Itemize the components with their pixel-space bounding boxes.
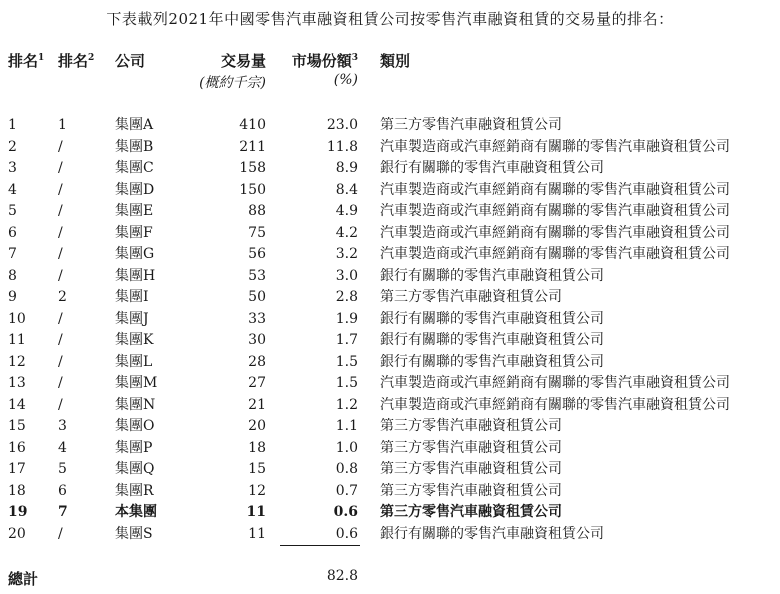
category-cell: 第三方零售汽車融資租賃公司 [380,418,562,434]
category-cell: 第三方零售汽車融資租賃公司 [380,439,562,456]
table-row [0,459,780,480]
rank2-cell: / [58,267,63,284]
share-cell: 0.8 [335,461,358,477]
volume-cell: 88 [248,203,266,219]
volume-cell: 20 [248,418,266,434]
table-row [0,330,780,351]
share-cell: 1.5 [335,353,358,370]
rank1-cell: 6 [8,224,17,241]
category-cell: 銀行有關聯的零售汽車融資租賃公司 [380,353,604,370]
company-cell: 集團Q [115,461,155,477]
rank2-cell: / [58,246,63,262]
table-row [0,524,780,545]
intro-text: 下表載列2021年中國零售汽車融資租賃公司按零售汽車融資租賃的交易量的排名： [106,10,674,28]
share-cell: 1.2 [335,396,358,413]
category-cell: 汽車製造商或汽車經銷商有關聯的零售汽車融資租賃公司 [380,138,730,155]
share-cell: 4.9 [335,203,358,219]
company-cell: 集團E [115,203,154,219]
rank2-cell: / [58,138,63,155]
category-cell: 汽車製造商或汽車經銷商有關聯的零售汽車融資租賃公司 [380,203,730,219]
category-cell: 第三方零售汽車融資租賃公司 [380,289,562,305]
company-cell: 集團R [115,482,154,499]
rank2-cell: / [58,353,63,370]
volume-cell: 50 [248,289,266,305]
table-row [0,201,780,222]
share-cell: 8.4 [335,181,358,198]
category-cell: 第三方零售汽車融資租賃公司 [380,461,562,477]
volume-cell: 15 [248,461,266,477]
volume-cell: 56 [248,246,266,262]
table-row [0,137,780,158]
table-row [0,352,780,373]
rank1-cell: 12 [8,353,26,370]
volume-cell: 211 [239,138,266,155]
rank1-cell: 15 [8,418,26,434]
rank1-cell: 19 [8,504,28,520]
rank1-cell: 18 [8,482,26,499]
volume-cell: 28 [248,353,266,370]
rank2-cell: / [58,525,63,542]
table-row [0,158,780,179]
share-cell: 3.2 [335,246,358,262]
share-cell: 4.2 [335,224,358,241]
category-cell: 銀行有關聯的零售汽車融資租賃公司 [380,332,604,348]
rank2-cell: 4 [58,439,67,456]
rank1-cell: 5 [8,203,17,219]
rank1-cell: 14 [8,396,26,413]
table-row [0,373,780,394]
share-cell: 23.0 [326,117,358,133]
volume-cell: 75 [248,224,266,241]
rank1-cell: 9 [8,289,17,305]
rank1-cell: 16 [8,439,26,456]
total-share: 82.8 [326,568,358,584]
company-cell: 集團F [115,224,153,241]
share-cell: 8.9 [335,160,358,176]
share-cell: 3.0 [335,267,358,284]
company-cell: 集團G [115,246,155,262]
rank1-cell: 11 [8,332,26,348]
volume-cell: 21 [248,396,266,413]
volume-cell: 11 [246,504,266,520]
table-row [0,416,780,437]
rank2-cell: 1 [58,117,67,133]
volume-cell: 53 [248,267,266,284]
category-cell: 第三方零售汽車融資租賃公司 [380,504,562,520]
rank1-cell: 20 [8,525,26,542]
rank2-cell: / [58,396,63,413]
rank2-cell: 6 [58,482,67,499]
volume-cell: 12 [248,482,266,499]
table-row [0,395,780,416]
category-cell: 汽車製造商或汽車經銷商有關聯的零售汽車融資租賃公司 [380,396,730,413]
company-cell: 集團S [115,525,153,542]
category-cell: 銀行有關聯的零售汽車融資租賃公司 [380,310,604,327]
company-cell: 集團D [115,181,155,198]
table-row [0,438,780,459]
volume-cell: 410 [239,117,266,133]
rank1-cell: 4 [8,181,17,198]
category-cell: 汽車製造商或汽車經銷商有關聯的零售汽車融資租賃公司 [380,246,730,262]
table-row [0,244,780,265]
category-cell: 銀行有關聯的零售汽車融資租賃公司 [380,525,604,542]
share-cell: 0.7 [335,482,358,499]
rank1-cell: 8 [8,267,17,284]
share-cell: 1.0 [335,439,358,456]
category-cell: 銀行有關聯的零售汽車融資租賃公司 [380,267,604,284]
category-cell: 第三方零售汽車融資租賃公司 [380,482,562,499]
category-cell: 汽車製造商或汽車經銷商有關聯的零售汽車融資租賃公司 [380,375,730,391]
rank2-cell: 2 [58,289,67,305]
company-cell: 集團C [115,160,154,176]
rank2-cell: / [58,310,63,327]
rank2-cell: / [58,332,63,348]
category-cell: 第三方零售汽車融資租賃公司 [380,117,562,133]
company-cell: 集團B [115,138,154,155]
header-rank1: 排名$^1$ [8,52,45,70]
share-cell: 0.6 [333,504,358,520]
rank2-cell: / [58,160,63,176]
rank2-cell: / [58,203,63,219]
total-rule [280,545,360,546]
rank2-cell: / [58,375,63,391]
company-cell: 集團P [115,439,153,456]
header-volume: 交易量 [220,52,266,70]
table-row [0,223,780,244]
volume-cell: 30 [248,332,266,348]
table-row [0,115,780,136]
table-row [0,287,780,308]
table-row [0,180,780,201]
category-cell: 汽車製造商或汽車經銷商有關聯的零售汽車融資租賃公司 [380,224,730,241]
rank1-cell: 13 [8,375,26,391]
category-cell: 銀行有關聯的零售汽車融資租賃公司 [380,160,604,176]
volume-cell: 11 [248,525,266,542]
table-row [0,266,780,287]
company-cell: 集團J [115,310,149,327]
rank2-cell: / [58,181,63,198]
company-cell: 集團M [115,375,158,391]
company-cell: 集團L [115,353,153,370]
company-cell: 集團I [115,289,149,305]
volume-cell: 158 [239,160,266,176]
table-row [0,481,780,502]
header-rank2: 排名$^2$ [58,52,95,70]
volume-cell: 33 [248,310,266,327]
company-cell: 本集團 [115,504,157,520]
rank2-cell: / [58,224,63,241]
company-cell: 集團K [115,332,154,348]
rank2-cell: 5 [58,461,67,477]
header-share: 市場份額$^3$ [291,52,358,70]
company-cell: 集團N [115,396,156,413]
share-cell: 2.8 [335,289,358,305]
company-cell: 集團O [115,418,155,434]
volume-cell: 150 [239,181,266,198]
header-volume-unit: (概約千宗) [199,75,266,91]
share-cell: 1.7 [335,332,358,348]
table-row [0,309,780,330]
category-cell: 汽車製造商或汽車經銷商有關聯的零售汽車融資租賃公司 [380,181,730,198]
table-row [0,502,780,523]
company-cell: 集團H [115,267,156,284]
volume-cell: 27 [248,375,266,391]
total-label: 總計 [8,570,39,588]
rank2-cell: 3 [58,418,67,434]
header-category: 類別 [380,52,411,70]
company-cell: 集團A [115,117,154,133]
rank1-cell: 1 [8,117,17,133]
share-cell: 11.8 [326,138,358,155]
header-company: 公司 [115,52,146,70]
volume-cell: 18 [248,439,266,456]
share-cell: 1.1 [335,418,358,434]
rank1-cell: 17 [8,461,26,477]
share-cell: 1.9 [335,310,358,327]
rank1-cell: 2 [8,138,17,155]
rank1-cell: 7 [8,246,17,262]
share-cell: 1.5 [335,375,358,391]
rank1-cell: 3 [8,160,17,176]
rank2-cell: 7 [58,504,68,520]
rank1-cell: 10 [8,310,26,327]
header-share-unit: (%) [333,72,358,88]
share-cell: 0.6 [335,525,358,542]
